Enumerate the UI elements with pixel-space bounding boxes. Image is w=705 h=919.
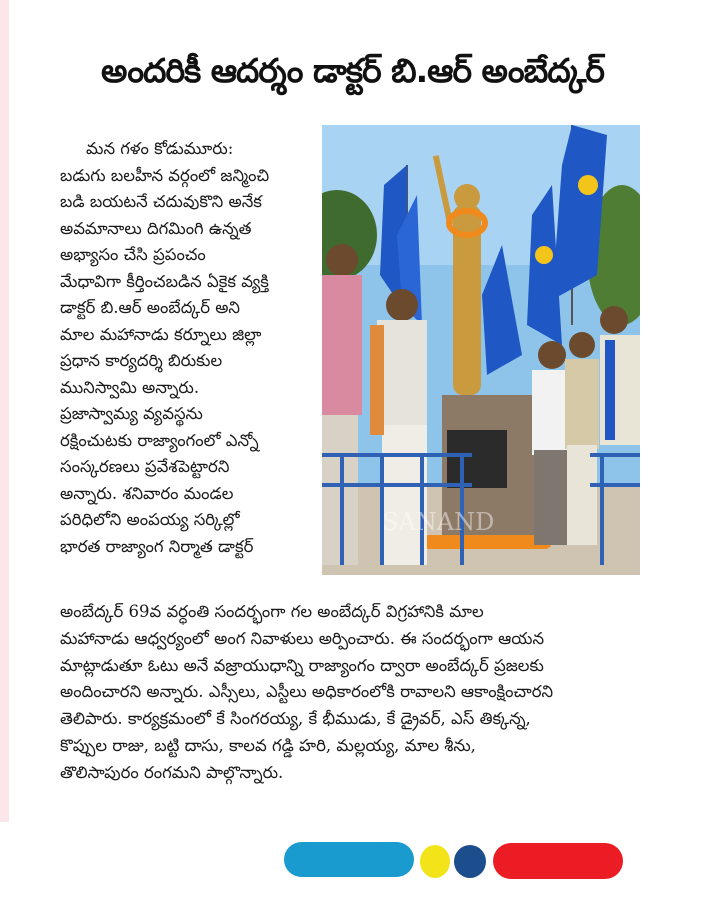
article-line: మేధావిగా కీర్తించబడిన ఏకైక వ్యక్తి [60,271,269,291]
article-line: ప్రజాస్వామ్య వ్యవస్థను [60,404,203,423]
article-line: మాల మహానాడు కర్నూలు జిల్లా [60,324,262,344]
article-line: మాట్లాడుతూ ఓటు అనే వజ్రాయుధాన్ని రాజ్యాంగం ద్వారా అంబేద్కర్ ప్రజలకు [60,655,544,675]
article-line: అంబేద్కర్ 69వ వర్ధంతి సందర్భంగా గల అంబేద్కర్ విగ్రహానికి మాల [60,602,484,621]
article-column-text [60,136,330,560]
plaque [447,430,507,488]
footer-blue-pill [284,842,414,877]
news-photo [322,125,640,575]
page-edge-strip [0,0,9,822]
footer-yellow-dot [420,845,450,878]
article-line: అవమానాలు దిగమింగి ఉన్నత [60,218,252,238]
article-line: కొప్పుల రాజు, బట్టి దాసు, కాలవ గడ్డి హరి, మల్లయ్య, మాల శీను, [60,735,476,755]
article-line: ప్రధాన కార్యదర్శి బిరుకుల [60,351,223,370]
article-line: రక్షించుటకు రాజ్యాంగంలో ఎన్నో [60,430,259,450]
article-line: అభ్యాసం చేసి ప్రపంచం [60,245,206,264]
dateline: మన గళం కోడుమూరు: [86,139,234,158]
article-line: సంస్కరణలు ప్రవేశపెట్టారని [60,457,230,476]
article-line: పరిధిలోని అంపయ్య సర్కిల్లో [60,510,240,529]
article-line: మునిస్వామి అన్నారు. [60,377,200,397]
article-headline: అందరికీ ఆదర్శం డాక్టర్ బి.ఆర్ అంబేద్కర్ [101,51,604,90]
footer-navy-dot [454,845,486,878]
article-line: బడుగు బలహీన వర్గంలో జన్మించి [60,165,270,185]
photo-watermark: SANAND [382,508,495,536]
article-line: భారత రాజ్యాంగ నిర్మాత డాక్టర్ [60,536,254,556]
article-line: తొలిసాపురం రంగమని పాల్గొన్నారు. [60,762,284,782]
article-line: బడి బయటనే చదువుకొని అనేక [60,192,262,211]
article-line: అందించారని అన్నారు. ఎస్సీలు, ఎస్టీలు అధికారంలోకి రావాలని ఆకాంక్షించారని [60,682,554,702]
article-line: మహానాడు ఆధ్వర్యంలో అంగ నివాళులు అర్పించారు. ఈ సందర్భంగా ఆయన [60,628,545,648]
article-line: డాక్టర్ బి.ఆర్ అంబేద్కర్ అని [60,298,241,317]
article-line: తెలిపారు. కార్యక్రమంలో కే సింగరయ్య, కే భీముడు, కే డ్రైవర్, ఎస్ తిక్కన్న, [60,709,531,729]
article-full-width-text [60,599,660,787]
footer-red-pill [493,843,623,879]
article-line: అన్నారు. శనివారం మండల [60,483,234,503]
